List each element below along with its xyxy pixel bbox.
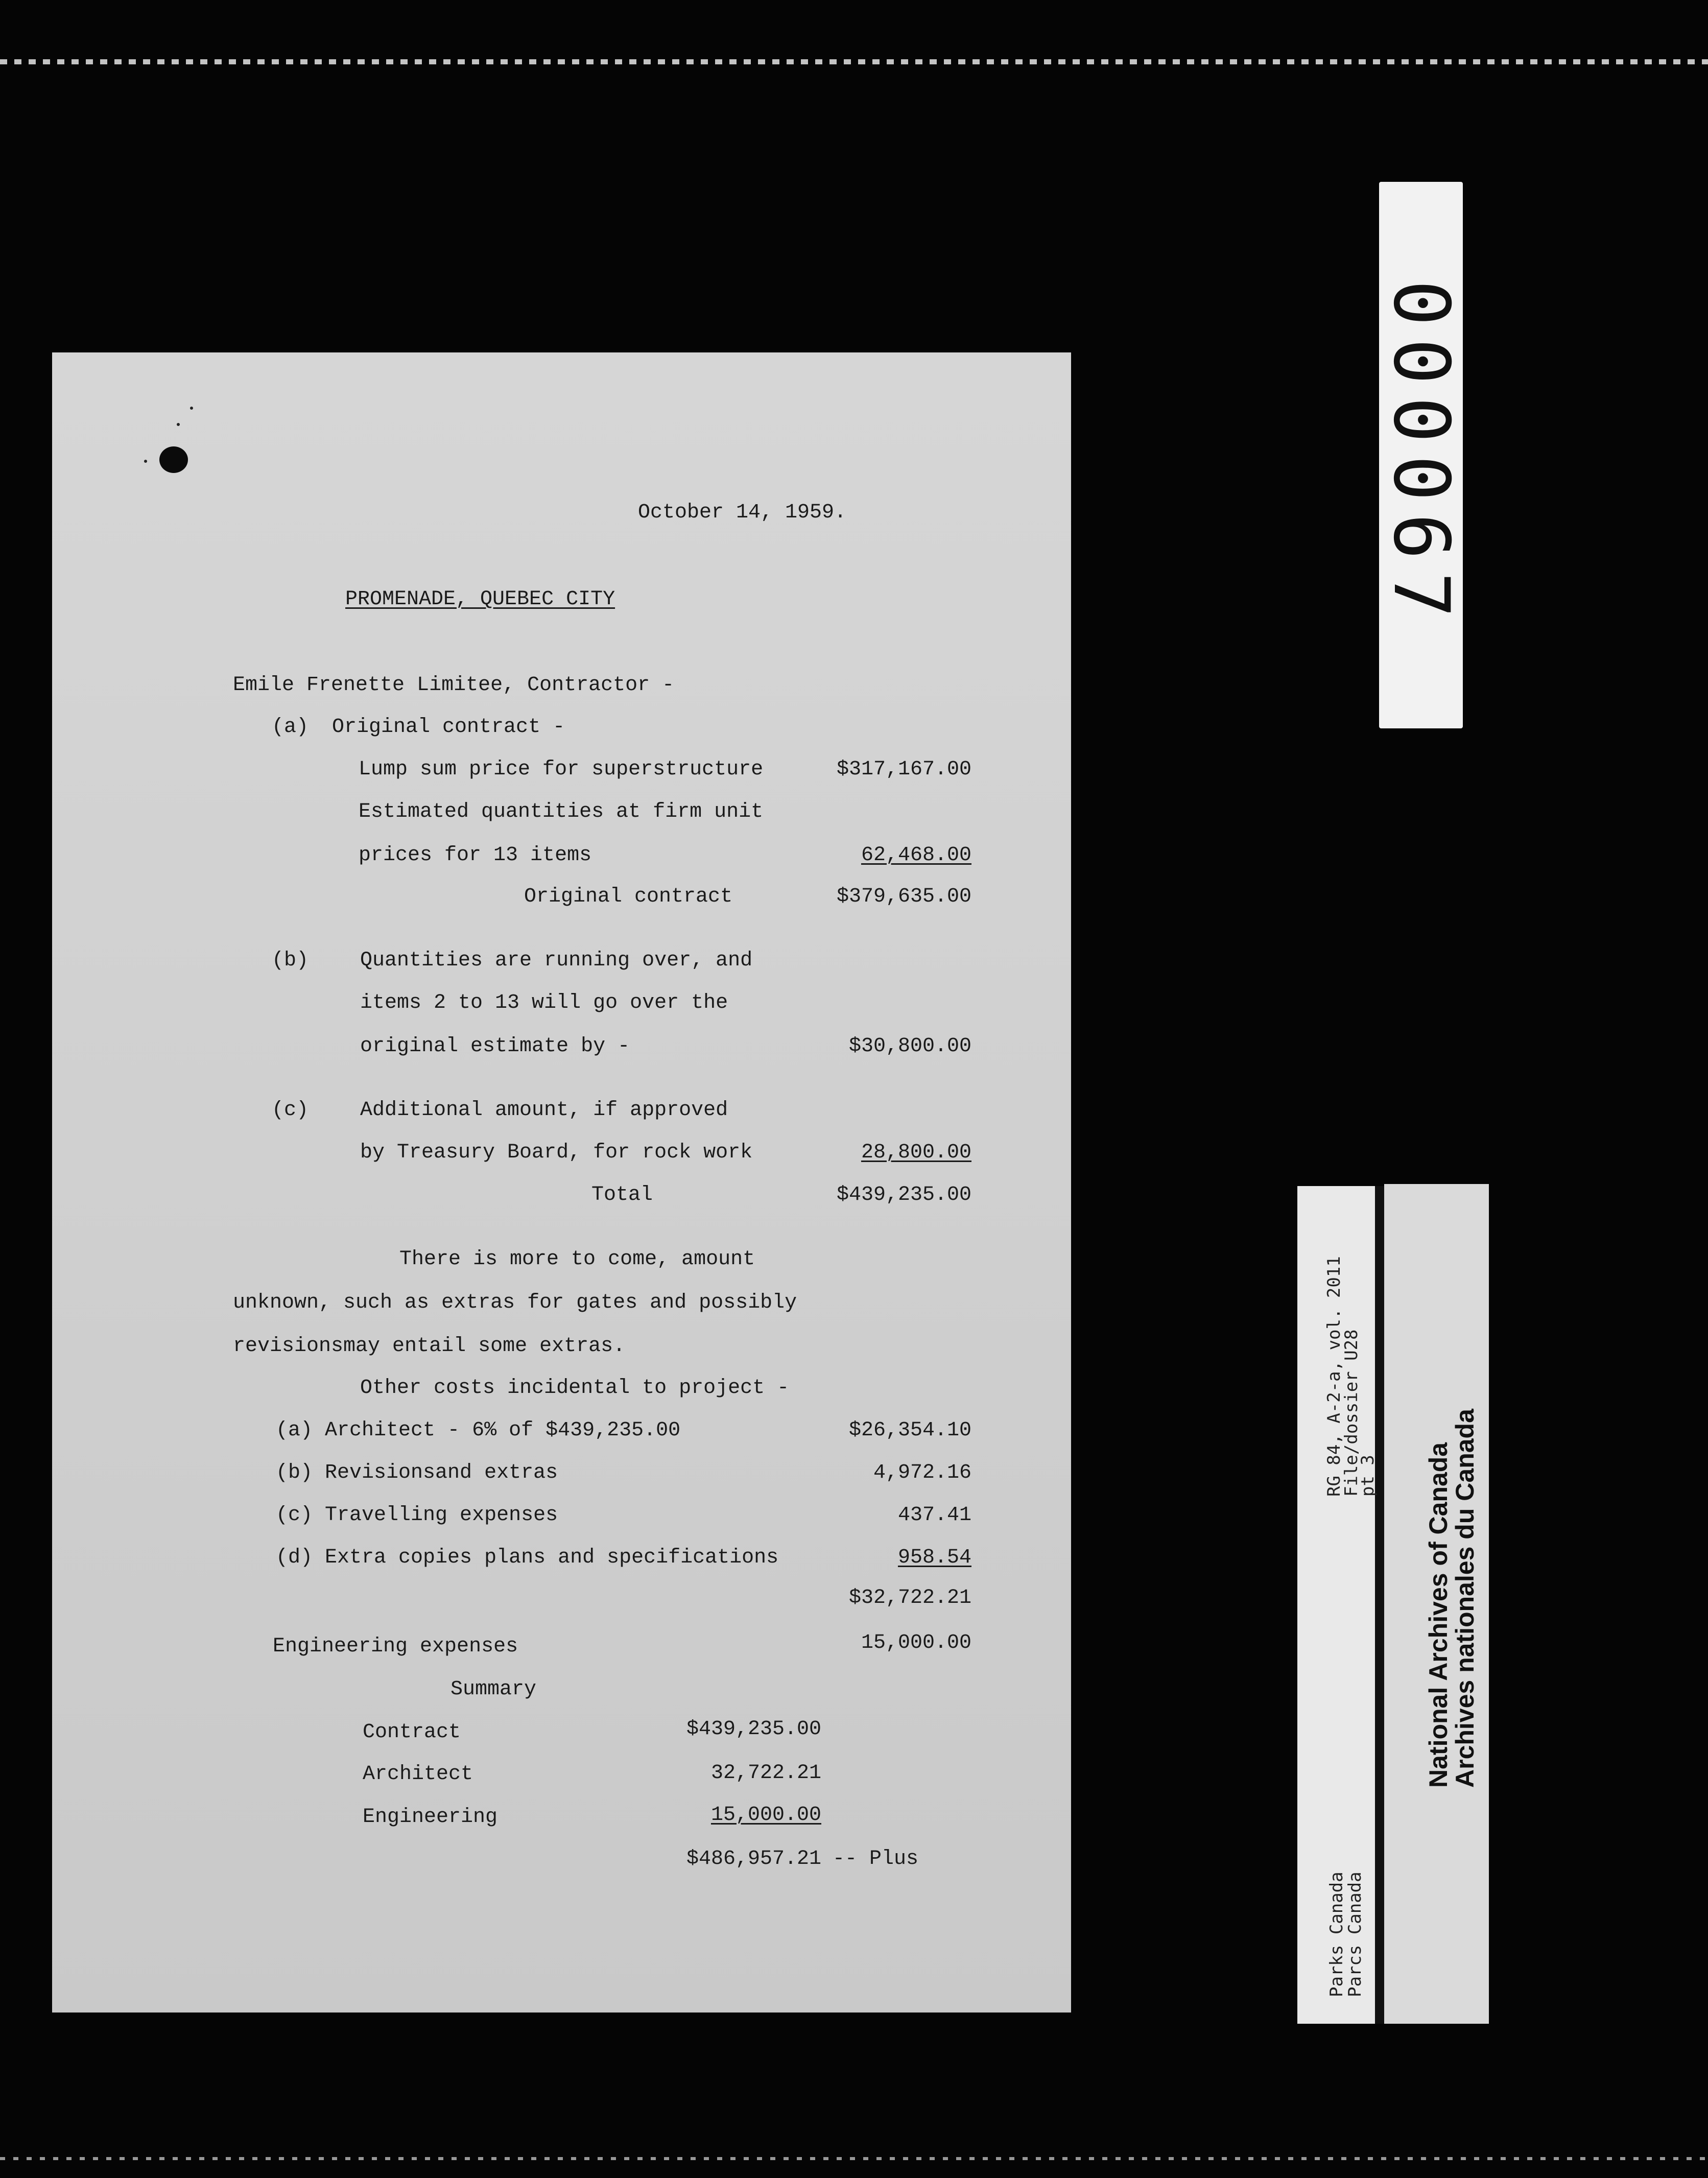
document-title: PROMENADE, QUEBEC CITY bbox=[345, 588, 615, 611]
section-a-line1: Lump sum price for superstructure bbox=[359, 758, 764, 781]
section-b-value: $30,800.00 bbox=[848, 1035, 971, 1058]
section-b-line3: original estimate by - bbox=[360, 1035, 630, 1058]
summary-row-label: Architect bbox=[363, 1763, 473, 1786]
other-cost-item-label: (b) Revisionsand extras bbox=[276, 1461, 558, 1484]
other-cost-item-label: (a) Architect - 6% of $439,235.00 bbox=[276, 1419, 681, 1442]
section-a-line1-value: $317,167.00 bbox=[836, 758, 971, 781]
other-cost-item-label: (c) Travelling expenses bbox=[276, 1504, 558, 1527]
other-costs-subtotal: $32,722.21 bbox=[848, 1587, 971, 1609]
section-b-line1: Quantities are running over, and bbox=[360, 949, 753, 972]
archive-ref-line2: File/dossier U28 bbox=[1341, 1329, 1362, 1497]
section-c-value: 28,800.00 bbox=[861, 1141, 971, 1164]
frame-number: 000067 bbox=[1377, 280, 1465, 630]
archive-nac-en: National Archives of Canada bbox=[1424, 1442, 1453, 1788]
archive-ref-line3: pt 3 bbox=[1358, 1455, 1378, 1497]
speck bbox=[190, 407, 193, 410]
engineering-value: 15,000.00 bbox=[861, 1631, 971, 1654]
other-cost-item-label: (d) Extra copies plans and specifications bbox=[276, 1546, 779, 1569]
other-cost-item-value: 437.41 bbox=[897, 1504, 971, 1527]
summary-row-label: Engineering bbox=[363, 1806, 498, 1829]
section-a-heading: Original contract - bbox=[332, 716, 565, 739]
film-edge-bottom bbox=[0, 2157, 1708, 2160]
engineering-label: Engineering expenses bbox=[273, 1635, 518, 1658]
speck bbox=[144, 460, 147, 463]
section-a-line2: Estimated quantities at firm unit bbox=[359, 800, 764, 823]
archive-ref-line1: RG 84, A-2-a, vol. 2011 bbox=[1324, 1256, 1344, 1497]
speck bbox=[177, 423, 180, 426]
other-costs-heading: Other costs incidental to project - bbox=[360, 1377, 790, 1400]
summary-heading: Summary bbox=[450, 1678, 537, 1701]
summary-total-suffix: -- Plus bbox=[833, 1848, 919, 1871]
frame-number-stamp bbox=[1379, 182, 1463, 728]
summary-row-label: Contract bbox=[363, 1721, 461, 1744]
label-divider bbox=[1375, 1186, 1384, 2024]
section-c-total-value: $439,235.00 bbox=[836, 1183, 971, 1206]
section-c-line2: by Treasury Board, for rock work bbox=[360, 1141, 753, 1164]
punch-hole bbox=[159, 446, 188, 473]
section-c-label: (c) bbox=[272, 1099, 309, 1122]
section-c-total-label: Total bbox=[591, 1183, 653, 1206]
summary-row-value: $439,235.00 bbox=[686, 1718, 821, 1741]
archive-org-fr: Parcs Canada bbox=[1345, 1872, 1365, 1997]
summary-row-value: 32,722.21 bbox=[710, 1762, 821, 1785]
film-edge-top bbox=[0, 59, 1708, 64]
section-a-label: (a) bbox=[272, 716, 309, 739]
contractor-line: Emile Frenette Limitee, Contractor - bbox=[233, 674, 675, 697]
section-b-label: (b) bbox=[272, 949, 309, 972]
note-line1: There is more to come, amount bbox=[399, 1248, 755, 1271]
summary-row-value: 15,000.00 bbox=[710, 1804, 821, 1827]
section-a-subtotal-label: Original contract bbox=[524, 885, 733, 908]
other-cost-item-value: 958.54 bbox=[897, 1546, 971, 1569]
section-c-line1: Additional amount, if approved bbox=[360, 1099, 728, 1122]
document-date: October 14, 1959. bbox=[638, 501, 847, 524]
other-cost-item-value: 4,972.16 bbox=[873, 1461, 971, 1484]
note-line2: unknown, such as extras for gates and possibly bbox=[233, 1291, 797, 1314]
other-cost-item-value: $26,354.10 bbox=[848, 1419, 971, 1442]
summary-total: $486,957.21 bbox=[686, 1848, 821, 1871]
section-a-subtotal-value: $379,635.00 bbox=[836, 885, 971, 908]
archive-nac-fr: Archives nationales du Canada bbox=[1451, 1409, 1479, 1788]
section-a-line3-value: 62,468.00 bbox=[861, 844, 971, 867]
section-a-line3: prices for 13 items bbox=[359, 844, 592, 867]
section-b-line2: items 2 to 13 will go over the bbox=[360, 991, 728, 1014]
note-line3: revisionsmay entail some extras. bbox=[233, 1335, 626, 1358]
archive-org-en: Parks Canada bbox=[1326, 1872, 1347, 1997]
